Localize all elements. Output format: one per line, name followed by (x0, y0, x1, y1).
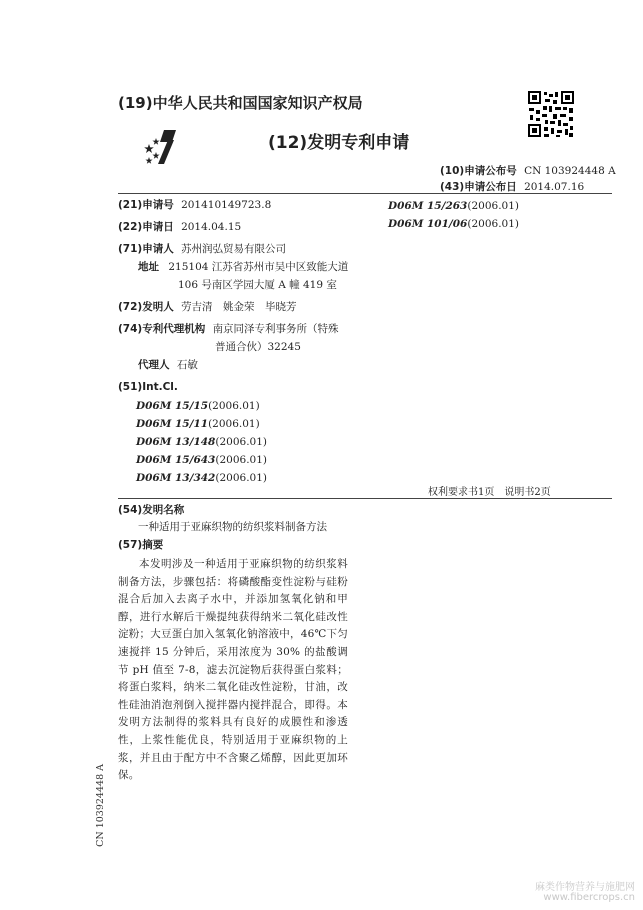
application-date-row (118, 219, 241, 235)
address-row (138, 259, 348, 275)
agent-row (138, 357, 198, 373)
inventor-value: 劳吉清 姚金荣 毕晓芳 (181, 301, 297, 313)
address-label: 地址 (138, 261, 159, 273)
int-cl-right-list (388, 197, 519, 233)
inventor-label: (72)发明人 (118, 301, 174, 313)
applicant-row (118, 241, 286, 257)
agency-label: (74)专利代理机构 (118, 323, 206, 335)
app-no-value: 201410149723.8 (181, 199, 272, 211)
int-cl-year: (2006.01) (467, 218, 519, 230)
int-cl-year: (2006.01) (215, 436, 267, 448)
applicant-label: (71)申请人 (118, 243, 174, 255)
agency-line1: 南京同泽专利事务所（特殊 (212, 323, 339, 335)
int-cl-heading: (51)Int.Cl. (118, 381, 178, 393)
document-type: (12)发明专利申请 (268, 133, 410, 153)
int-cl-item (136, 397, 267, 415)
office-name: (19)中华人民共和国国家知识产权局 (118, 94, 363, 112)
top-divider (118, 193, 612, 194)
int-cl-code: D06M 101/06 (388, 218, 468, 230)
agent-label: 代理人 (138, 359, 170, 371)
int-cl-item (388, 215, 519, 233)
int-cl-list (136, 397, 267, 487)
applicant-value: 苏州润弘贸易有限公司 (181, 243, 287, 255)
abstract-text: 本发明涉及一种适用于亚麻织物的纺织浆料制备方法，步骤包括：将磷酸酯变性淀粉与硅粉混合后加入去离子水中，并添加氢氧化钠和甲醇，进行水解后干燥提纯获得纳米二氧化硅改性淀粉；大豆蛋白加入氢氧化钠溶液中，46℃下匀速搅拌 15 分钟后，采用浓度为 30% 的盐酸调节 pH 值至 7-8，滤去沉淀物后获得蛋白浆料；将蛋白浆料，纳米二氧化硅改性淀粉，甘油，改性硅油消泡剂倒入搅拌器内搅拌混合，即得。本发明方法制得的浆料具有良好的成膜性和渗透性，上浆性能优良，特别适用于亚麻织物的上浆，并且由于配方中不含聚乙烯醇，因此更加环保。 (118, 558, 348, 782)
int-cl-year: (2006.01) (215, 454, 267, 466)
sipo-emblem-icon (144, 128, 178, 166)
abstract-label (118, 537, 163, 553)
int-cl-code: D06M 15/11 (136, 418, 209, 430)
int-cl-year: (2006.01) (215, 472, 267, 484)
title-heading: (54)发明名称 (118, 504, 185, 516)
application-number-row (118, 197, 271, 213)
publication-number-row (440, 163, 616, 178)
middle-divider (118, 498, 612, 499)
pages-info: 权利要求书1页 说明书2页 (428, 487, 551, 498)
title-label (118, 502, 184, 518)
pub-date-value: 2014.07.16 (524, 181, 585, 193)
watermark-line2: www.fibercrops.cn (543, 892, 635, 903)
int-cl-item (136, 451, 267, 469)
app-date-value: 2014.04.15 (181, 221, 242, 233)
pub-date-label: (43)申请公布日 (440, 181, 517, 193)
publication-date-row (440, 179, 584, 194)
address-line1: 215104 江苏省苏州市吴中区致能大道 (168, 261, 349, 273)
int-cl-code: D06M 15/643 (136, 454, 216, 466)
pub-no-label: (10)申请公布号 (440, 165, 517, 177)
agency-line2: 普通合伙）32245 (215, 341, 301, 353)
watermark-line1: 麻类作物营养与施肥网 (535, 882, 635, 893)
int-cl-code: D06M 15/263 (388, 200, 468, 212)
int-cl-year: (2006.01) (208, 418, 260, 430)
abstract-heading: (57)摘要 (118, 539, 164, 551)
int-cl-code: D06M 13/342 (136, 472, 216, 484)
invention-title: 一种适用于亚麻织物的纺织浆料制备方法 (138, 521, 327, 533)
app-no-label: (21)申请号 (118, 199, 174, 211)
side-publication-number: CN 103924448 A (95, 764, 106, 847)
int-cl-label (118, 379, 178, 395)
int-cl-code: D06M 13/148 (136, 436, 216, 448)
app-date-label: (22)申请日 (118, 221, 174, 233)
qr-code-icon (527, 90, 575, 138)
address-line2: 106 号南区学园大厦 A 幢 419 室 (178, 279, 337, 291)
int-cl-year: (2006.01) (467, 200, 519, 212)
int-cl-item (136, 415, 267, 433)
agency-row (118, 321, 339, 337)
int-cl-item (388, 197, 519, 215)
int-cl-year: (2006.01) (208, 400, 260, 412)
int-cl-item (136, 433, 267, 451)
int-cl-code: D06M 15/15 (136, 400, 209, 412)
pub-no-value: CN 103924448 A (524, 165, 616, 177)
int-cl-item (136, 469, 267, 487)
agent-value: 石敏 (176, 359, 198, 371)
inventor-row (118, 299, 297, 315)
